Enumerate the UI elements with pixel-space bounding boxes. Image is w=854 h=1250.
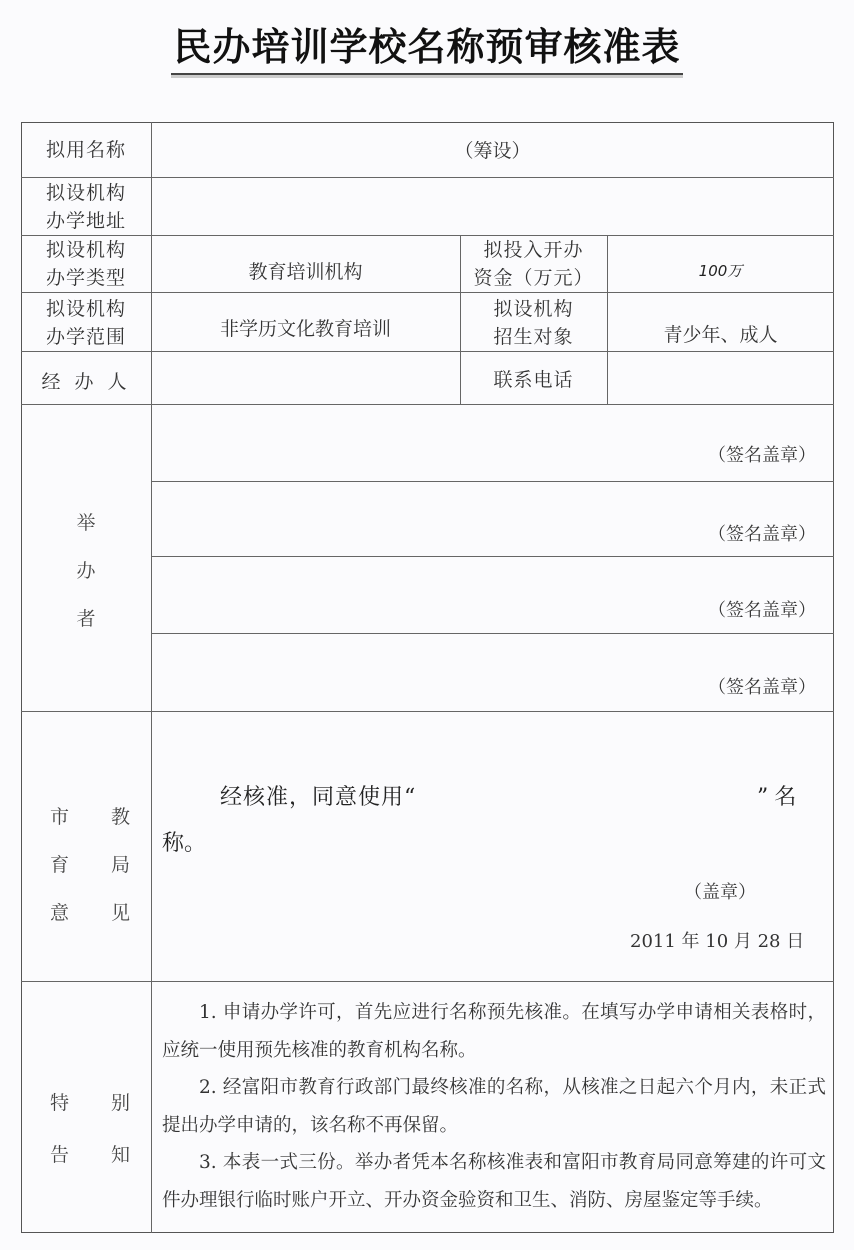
opinion-text-part1: 经核准，同意使用“	[220, 785, 417, 810]
scope-label	[21, 292, 151, 351]
notice-item: 2. 经富阳市教育行政部门最终核准的名称，从核准之日起六个月内，未正式提出办学申请的，该名称不再保留。	[162, 1077, 826, 1136]
type-field[interactable]: 教育培训机构	[248, 260, 363, 283]
notice-label-char: 知	[110, 1144, 130, 1166]
address-label-line2: 办学地址	[45, 210, 126, 232]
capital-field[interactable]: 100万	[698, 261, 743, 280]
form-title-text: 民办培训学校名称预审核准表	[171, 16, 682, 75]
type-label-line1: 拟设机构	[45, 239, 126, 261]
organizers-label-char: 办	[76, 559, 96, 582]
divider	[21, 981, 834, 982]
phone-label: 联系电话	[493, 369, 574, 391]
bureau-label-char: 局	[110, 854, 130, 876]
special-notice-text	[162, 994, 826, 1219]
approval-date: 2011 年 10 月 28 日	[630, 931, 805, 952]
notice-label-col1	[50, 1077, 69, 1181]
bureau-label-char: 市	[50, 806, 70, 828]
enrollment-label-line2: 招生对象	[493, 326, 574, 348]
bureau-label-char: 意	[50, 902, 70, 924]
organizers-label	[21, 498, 151, 643]
approved-name-field[interactable]	[480, 780, 750, 810]
seal-hint: （盖章）	[684, 882, 756, 903]
capital-label	[460, 235, 607, 292]
notice-label-char: 告	[50, 1144, 70, 1166]
organizers-label-char: 举	[76, 511, 96, 534]
address-label	[21, 177, 151, 235]
organizer-signature-field[interactable]	[151, 633, 834, 711]
special-notice-label	[50, 1077, 130, 1181]
scope-label-line2: 办学范围	[45, 326, 126, 348]
form-title	[0, 16, 854, 75]
notice-item: 1. 申请办学许可，首先应进行名称预先核准。在填写办学申请相关表格时，应统一使用预先核准的教育机构名称。	[162, 1002, 826, 1061]
opinion-text-part3: 称。	[162, 831, 207, 856]
address-label-line1: 拟设机构	[45, 182, 126, 204]
proposed-name-label: 拟用名称	[45, 138, 126, 161]
organizers-label-char: 者	[76, 607, 96, 630]
bureau-label-char: 育	[50, 854, 70, 876]
notice-label-col2	[111, 1077, 130, 1181]
enrollment-label	[460, 292, 607, 351]
handler-field[interactable]	[151, 351, 460, 404]
bureau-label-col2	[111, 793, 130, 937]
scope-field[interactable]: 非学历文化教育培训	[219, 317, 391, 340]
type-label-line2: 办学类型	[45, 267, 126, 289]
enrollment-field[interactable]: 青少年、成人	[663, 323, 778, 346]
bureau-label-char: 见	[110, 902, 130, 924]
divider	[21, 711, 834, 712]
notice-label-char: 特	[50, 1092, 70, 1114]
proposed-name-field[interactable]: （筹设）	[454, 140, 531, 162]
notice-item: 3. 本表一式三份。举办者凭本名称核准表和富阳市教育局同意筹建的许可文件办理银行临时账户开立、开办资金验资和卫生、消防、房屋鉴定等手续。	[162, 1152, 826, 1211]
handler-label: 经 办 人	[41, 371, 131, 393]
organizer-signature-hint: （签名盖章）	[708, 600, 816, 621]
capital-label-line1: 拟投入开办	[483, 239, 584, 261]
opinion-text-part2: ”名	[757, 785, 803, 810]
bureau-opinion-label	[50, 793, 130, 937]
phone-field[interactable]	[607, 351, 834, 404]
notice-label-char: 别	[110, 1092, 130, 1114]
address-field[interactable]	[151, 177, 834, 235]
enrollment-label-line1: 拟设机构	[493, 298, 574, 320]
capital-label-line2: 资金（万元）	[473, 267, 594, 289]
organizer-signature-hint: （签名盖章）	[708, 677, 816, 698]
organizer-signature-hint: （签名盖章）	[708, 524, 816, 545]
type-label	[21, 235, 151, 292]
bureau-label-char: 教	[110, 806, 130, 828]
bureau-label-col1	[50, 793, 69, 937]
organizer-signature-hint: （签名盖章）	[708, 445, 816, 466]
scope-label-line1: 拟设机构	[45, 298, 126, 320]
